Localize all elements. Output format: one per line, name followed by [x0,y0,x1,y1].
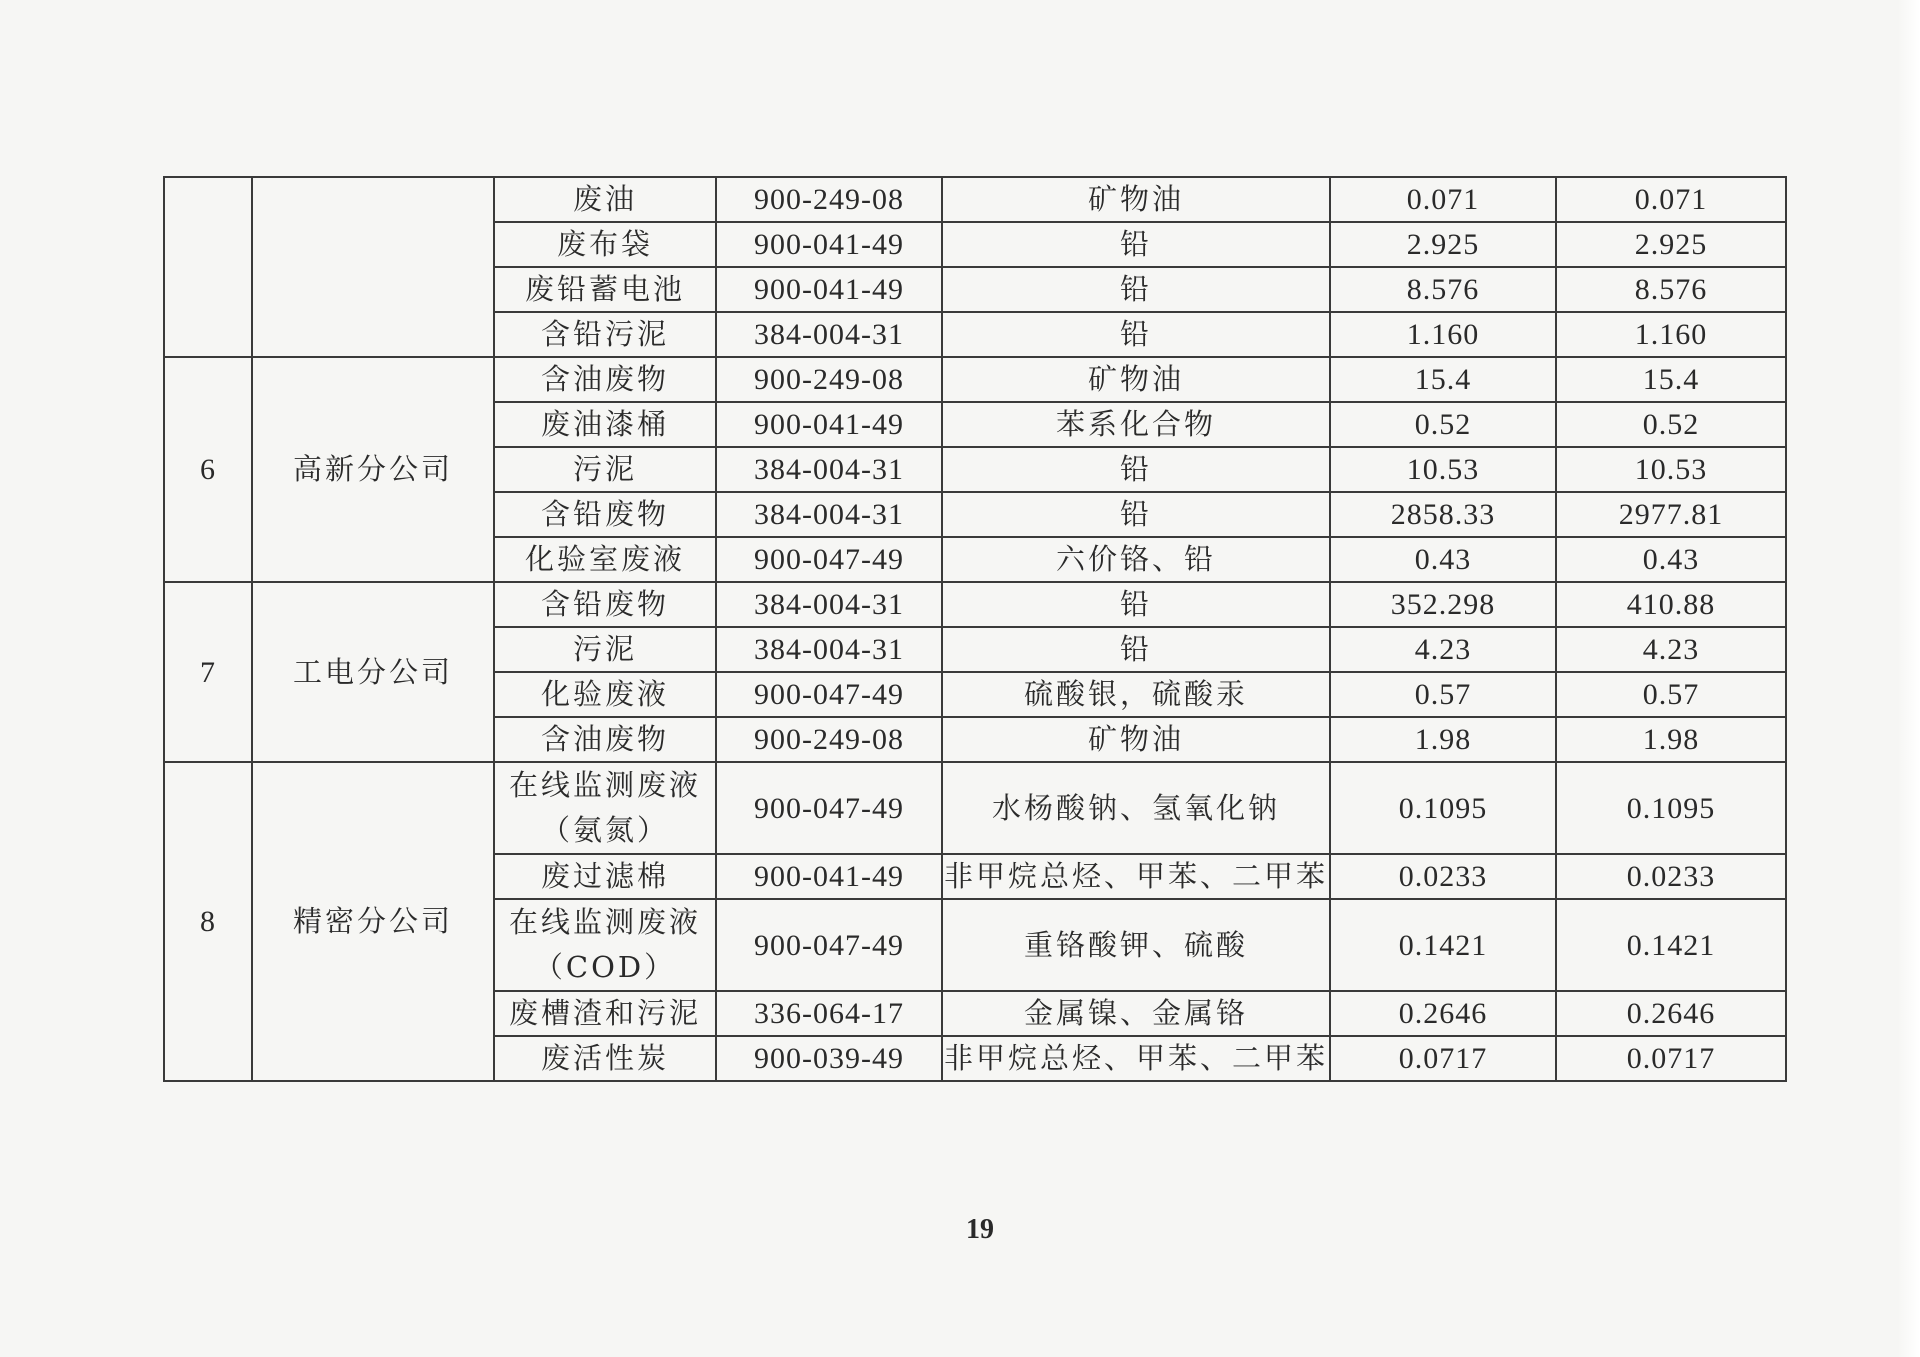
seq-cell: 8 [164,762,252,1081]
waste-code-cell: 900-047-49 [716,672,942,717]
amount-b-cell: 0.52 [1556,402,1786,447]
waste-code-cell: 900-041-49 [716,222,942,267]
company-cell: 高新分公司 [252,357,494,582]
amount-b-cell: 0.2646 [1556,991,1786,1036]
waste-name-cell: 含油废物 [494,357,716,402]
amount-a-cell: 15.4 [1330,357,1556,402]
amount-a-cell: 0.1421 [1330,899,1556,991]
amount-a-cell: 8.576 [1330,267,1556,312]
company-cell [252,177,494,357]
amount-a-cell: 0.57 [1330,672,1556,717]
waste-name-cell: 含铅废物 [494,492,716,537]
seq-cell: 6 [164,357,252,582]
pollutant-cell: 矿物油 [942,177,1330,222]
pollutant-cell: 铅 [942,627,1330,672]
waste-name-cell: 污泥 [494,627,716,672]
pollutant-cell: 金属镍、金属铬 [942,991,1330,1036]
amount-b-cell: 1.98 [1556,717,1786,762]
waste-name-cell: 在线监测废液（COD） [494,899,716,991]
amount-a-cell: 4.23 [1330,627,1556,672]
pollutant-cell: 非甲烷总烃、甲苯、二甲苯 [942,1036,1330,1081]
amount-b-cell: 0.1095 [1556,762,1786,854]
waste-name-cell: 废油 [494,177,716,222]
pollutant-cell: 六价铬、铅 [942,537,1330,582]
hazardous-waste-table [163,176,1787,1082]
company-cell: 工电分公司 [252,582,494,762]
amount-b-cell: 0.43 [1556,537,1786,582]
waste-code-cell: 900-047-49 [716,537,942,582]
table-row [164,582,1786,627]
seq-cell: 7 [164,582,252,762]
pollutant-cell: 重铬酸钾、硫酸 [942,899,1330,991]
amount-a-cell: 0.52 [1330,402,1556,447]
waste-code-cell: 384-004-31 [716,447,942,492]
pollutant-cell: 矿物油 [942,357,1330,402]
waste-name-cell: 废布袋 [494,222,716,267]
pollutant-cell: 铅 [942,492,1330,537]
pollutant-cell: 铅 [942,312,1330,357]
waste-name-cell: 在线监测废液（氨氮） [494,762,716,854]
pollutant-cell: 硫酸银，硫酸汞 [942,672,1330,717]
waste-code-cell: 900-041-49 [716,854,942,899]
amount-a-cell: 0.1095 [1330,762,1556,854]
waste-code-cell: 900-041-49 [716,267,942,312]
amount-b-cell: 8.576 [1556,267,1786,312]
amount-a-cell: 2.925 [1330,222,1556,267]
waste-code-cell: 900-047-49 [716,899,942,991]
amount-b-cell: 0.0717 [1556,1036,1786,1081]
amount-b-cell: 0.57 [1556,672,1786,717]
waste-name-cell: 含油废物 [494,717,716,762]
waste-name-cell: 含铅污泥 [494,312,716,357]
seq-cell [164,177,252,357]
amount-a-cell: 10.53 [1330,447,1556,492]
amount-a-cell: 0.071 [1330,177,1556,222]
amount-b-cell: 4.23 [1556,627,1786,672]
pollutant-cell: 矿物油 [942,717,1330,762]
table-row [164,357,1786,402]
amount-b-cell: 2.925 [1556,222,1786,267]
amount-b-cell: 0.0233 [1556,854,1786,899]
amount-b-cell: 10.53 [1556,447,1786,492]
waste-name-cell: 污泥 [494,447,716,492]
waste-code-cell: 900-249-08 [716,717,942,762]
waste-code-cell: 336-064-17 [716,991,942,1036]
waste-code-cell: 384-004-31 [716,627,942,672]
pollutant-cell: 铅 [942,222,1330,267]
amount-b-cell: 0.071 [1556,177,1786,222]
amount-a-cell: 1.98 [1330,717,1556,762]
pollutant-cell: 非甲烷总烃、甲苯、二甲苯 [942,854,1330,899]
waste-code-cell: 900-041-49 [716,402,942,447]
company-cell: 精密分公司 [252,762,494,1081]
amount-b-cell: 410.88 [1556,582,1786,627]
waste-name-cell: 含铅废物 [494,582,716,627]
page-number: 19 [966,1214,994,1245]
amount-a-cell: 0.0233 [1330,854,1556,899]
amount-a-cell: 1.160 [1330,312,1556,357]
pollutant-cell: 铅 [942,582,1330,627]
amount-a-cell: 0.43 [1330,537,1556,582]
amount-b-cell: 1.160 [1556,312,1786,357]
pollutant-cell: 苯系化合物 [942,402,1330,447]
table-row [164,177,1786,222]
waste-name-cell: 废过滤棉 [494,854,716,899]
waste-name-cell: 化验室废液 [494,537,716,582]
waste-name-cell: 废油漆桶 [494,402,716,447]
pollutant-cell: 水杨酸钠、氢氧化钠 [942,762,1330,854]
waste-code-cell: 384-004-31 [716,492,942,537]
waste-code-cell: 384-004-31 [716,582,942,627]
amount-a-cell: 352.298 [1330,582,1556,627]
waste-code-cell: 900-249-08 [716,357,942,402]
waste-name-cell: 废铅蓄电池 [494,267,716,312]
pollutant-cell: 铅 [942,267,1330,312]
amount-b-cell: 2977.81 [1556,492,1786,537]
pollutant-cell: 铅 [942,447,1330,492]
waste-name-cell: 废活性炭 [494,1036,716,1081]
amount-b-cell: 15.4 [1556,357,1786,402]
amount-a-cell: 0.0717 [1330,1036,1556,1081]
waste-code-cell: 900-249-08 [716,177,942,222]
waste-code-cell: 900-047-49 [716,762,942,854]
waste-name-cell: 化验废液 [494,672,716,717]
amount-b-cell: 0.1421 [1556,899,1786,991]
waste-code-cell: 384-004-31 [716,312,942,357]
waste-name-cell: 废槽渣和污泥 [494,991,716,1036]
amount-a-cell: 2858.33 [1330,492,1556,537]
scan-edge [1898,0,1920,1357]
waste-code-cell: 900-039-49 [716,1036,942,1081]
table-row [164,762,1786,854]
amount-a-cell: 0.2646 [1330,991,1556,1036]
